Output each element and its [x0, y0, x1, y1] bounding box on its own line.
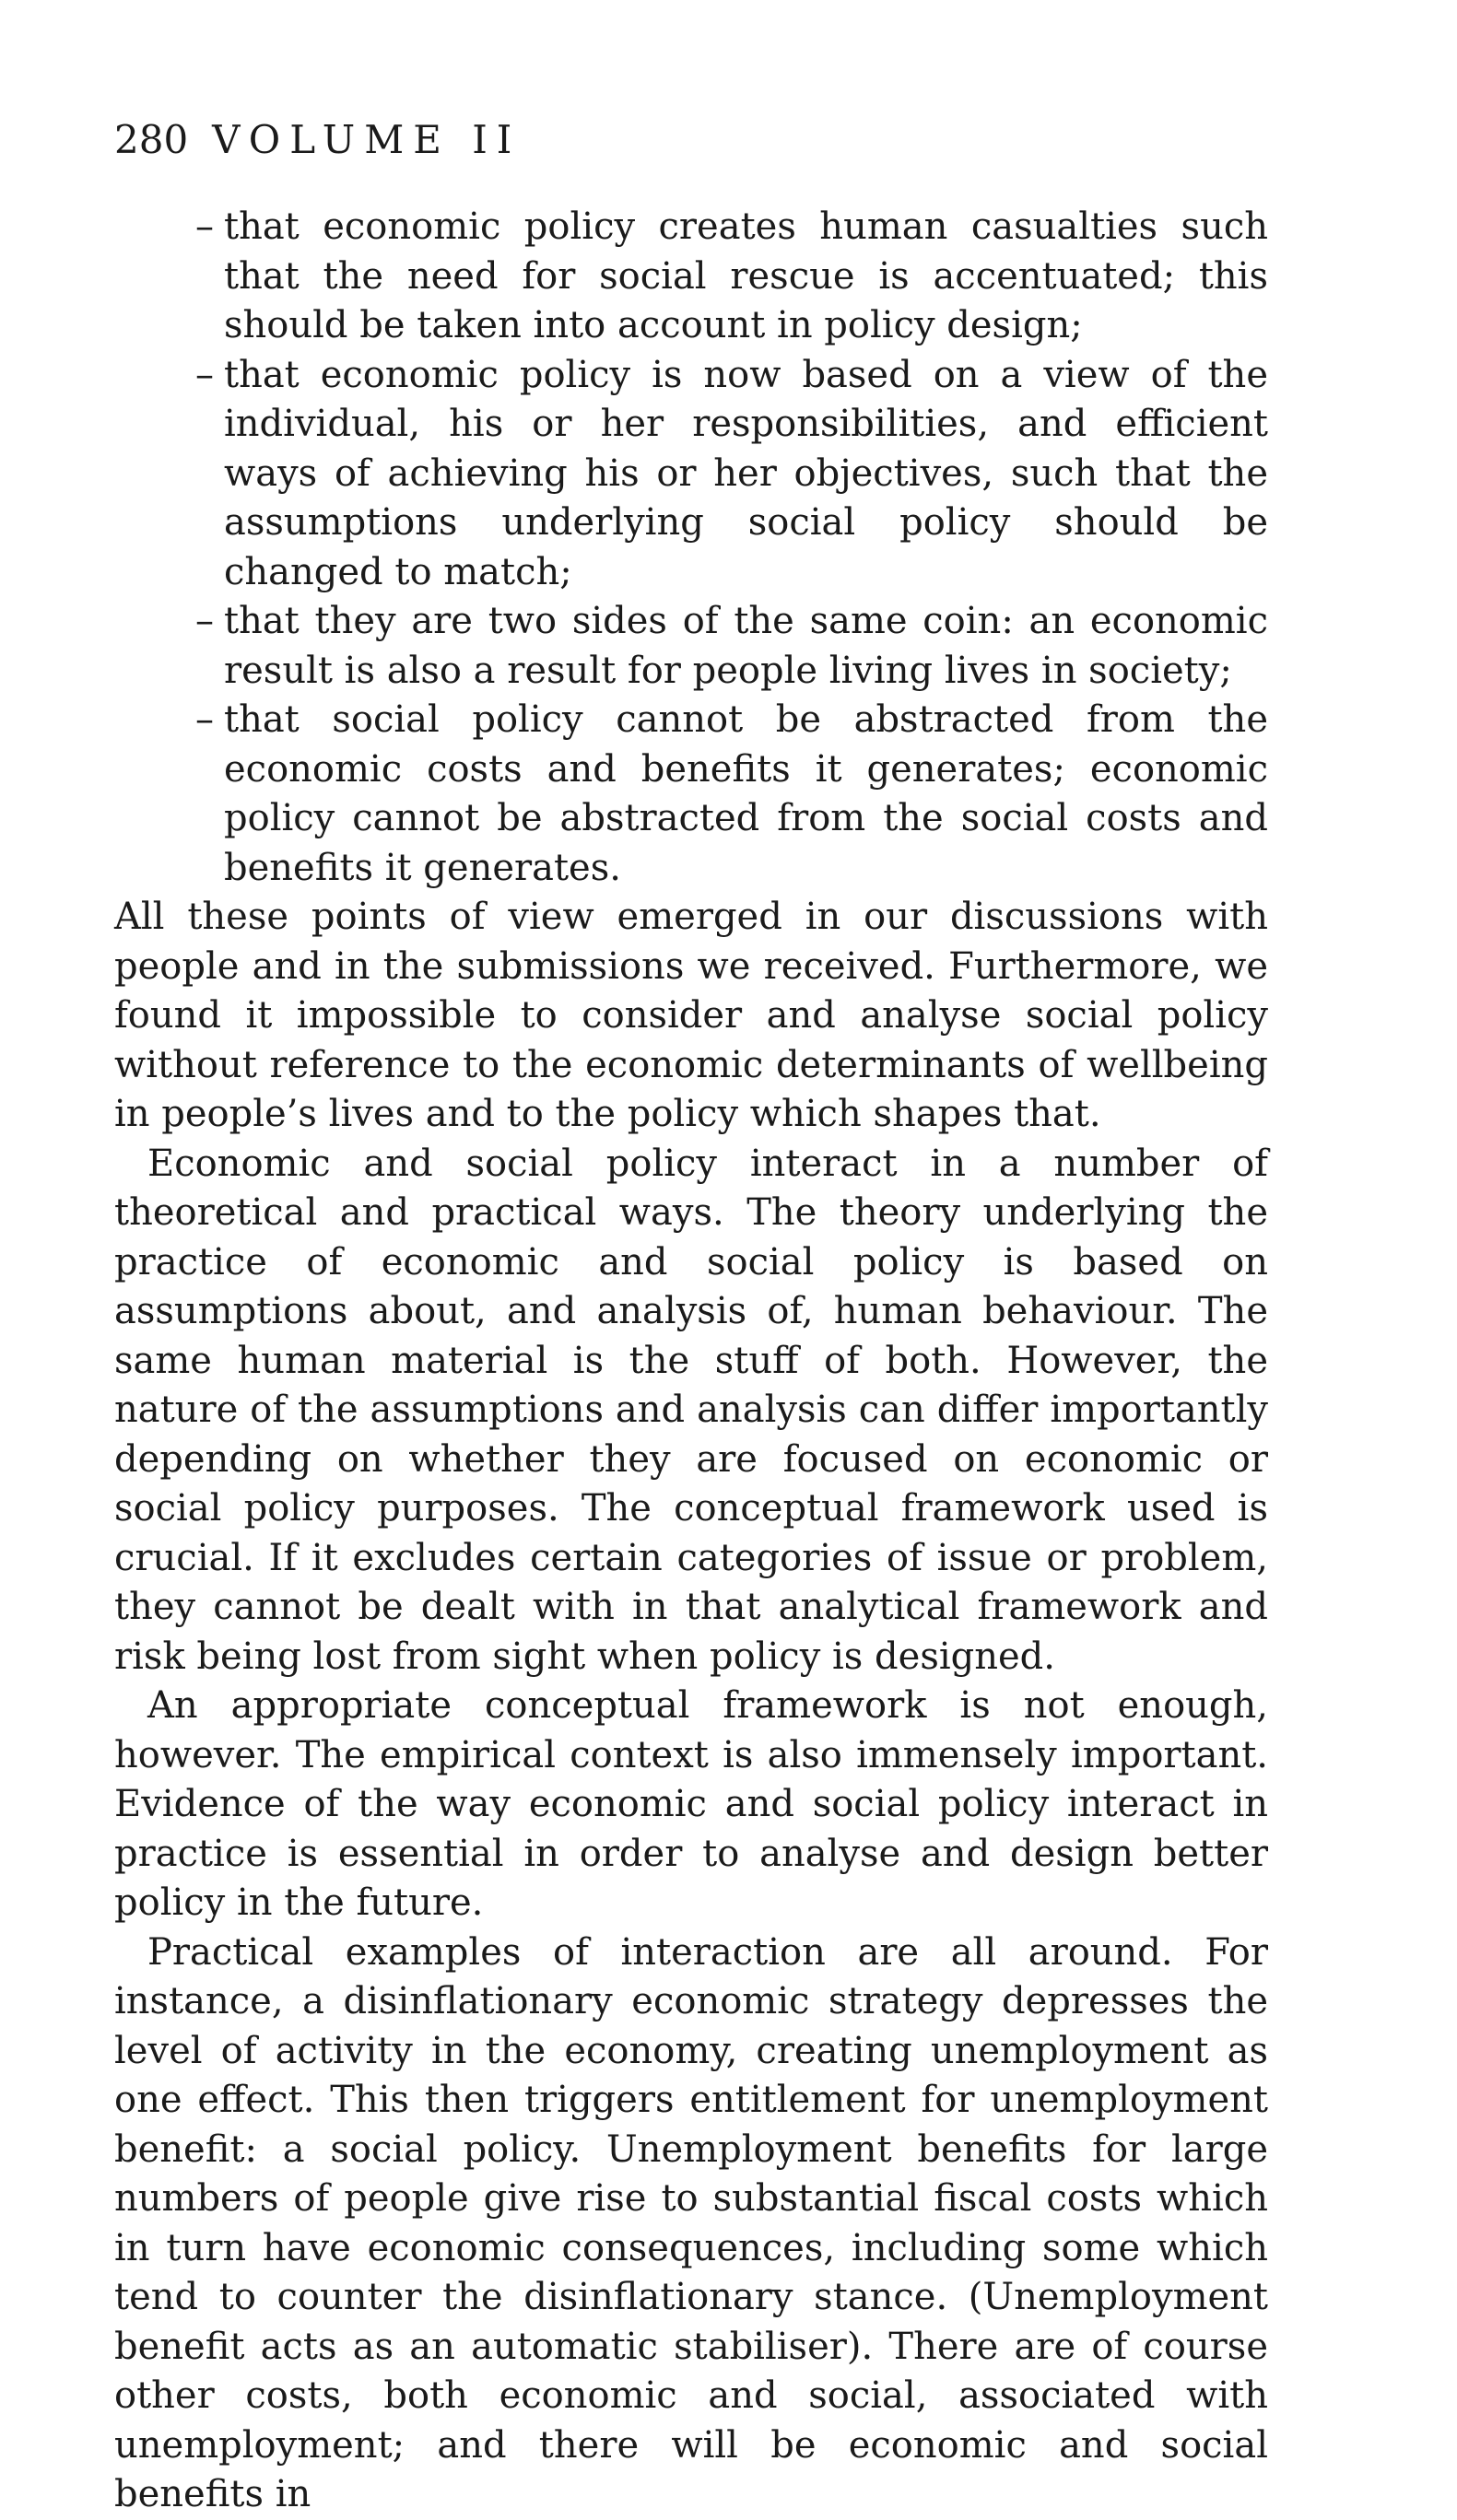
page-number: 280 — [114, 117, 189, 162]
paragraph: All these points of view emerged in our discussions with people and in the submissions we received. Furthermore, we found it impossible to consider and analyse social policy without reference to the economic determinants of wellbeing in people’s lives and to the policy which shapes that. — [114, 896, 1268, 1135]
running-head — [114, 116, 521, 164]
dash-marker: – — [195, 353, 214, 396]
bullet-item — [114, 203, 1268, 351]
bullet-text: that economic policy is now based on a view of the individual, his or her responsibilities, and efficient ways of achieving his or her objectives, such that the assumptions underlying social policy should be changed to match; — [224, 353, 1268, 593]
body-text — [114, 203, 1268, 2520]
paragraph: An appropriate conceptual framework is not enough, however. The empirical context is also immensely important. Evidence of the way economic and social policy interact in practice is essential in order to analyse and design better policy in the future. — [114, 1684, 1268, 1924]
running-title: VOLUME II — [212, 117, 522, 162]
bullet-item — [114, 696, 1268, 893]
paragraph: Economic and social policy interact in a number of theoretical and practical ways. The theory underlying the practice of economic and social policy is based on assumptions about, and analysis of, human behaviour. The same human material is the stuff of both. However, the nature of the assumptions and analysis can differ importantly depending on whether they are focused on economic or social policy purposes. The conceptual framework used is crucial. If it excludes certain categories of issue or problem, they cannot be dealt with in that analytical framework and risk being lost from sight when policy is designed. — [114, 1142, 1268, 1678]
bullet-item — [114, 351, 1268, 598]
bullet-text: that social policy cannot be abstracted from the economic costs and benefits it generates; economic policy cannot be abstracted from the social costs and benefits it generates. — [224, 698, 1268, 889]
bullet-text: that economic policy creates human casualties such that the need for social rescue is accentuated; this should be taken into account in policy design; — [224, 205, 1268, 346]
paragraph: Practical examples of interaction are all around. For instance, a disinflationary economic strategy depresses the level of activity in the economy, creating unemployment as one effect. This then triggers entitlement for unemployment benefit: a social policy. Unemployment benefits for large numbers of people give rise to substantial fiscal costs which in turn have economic consequences, including some which tend to counter the disinflationary stance. (Unemployment benefit acts as an automatic stabiliser). There are of course other costs, both economic and social, associated with unemployment; and there will be economic and social benefits in — [114, 1930, 1268, 2515]
dash-marker: – — [195, 205, 214, 248]
dash-marker: – — [195, 600, 214, 642]
bullet-item — [114, 597, 1268, 696]
dash-marker: – — [195, 698, 214, 741]
bullet-list — [114, 203, 1268, 893]
bullet-text: that they are two sides of the same coin: an economic result is also a result for people living lives in society; — [224, 600, 1268, 692]
